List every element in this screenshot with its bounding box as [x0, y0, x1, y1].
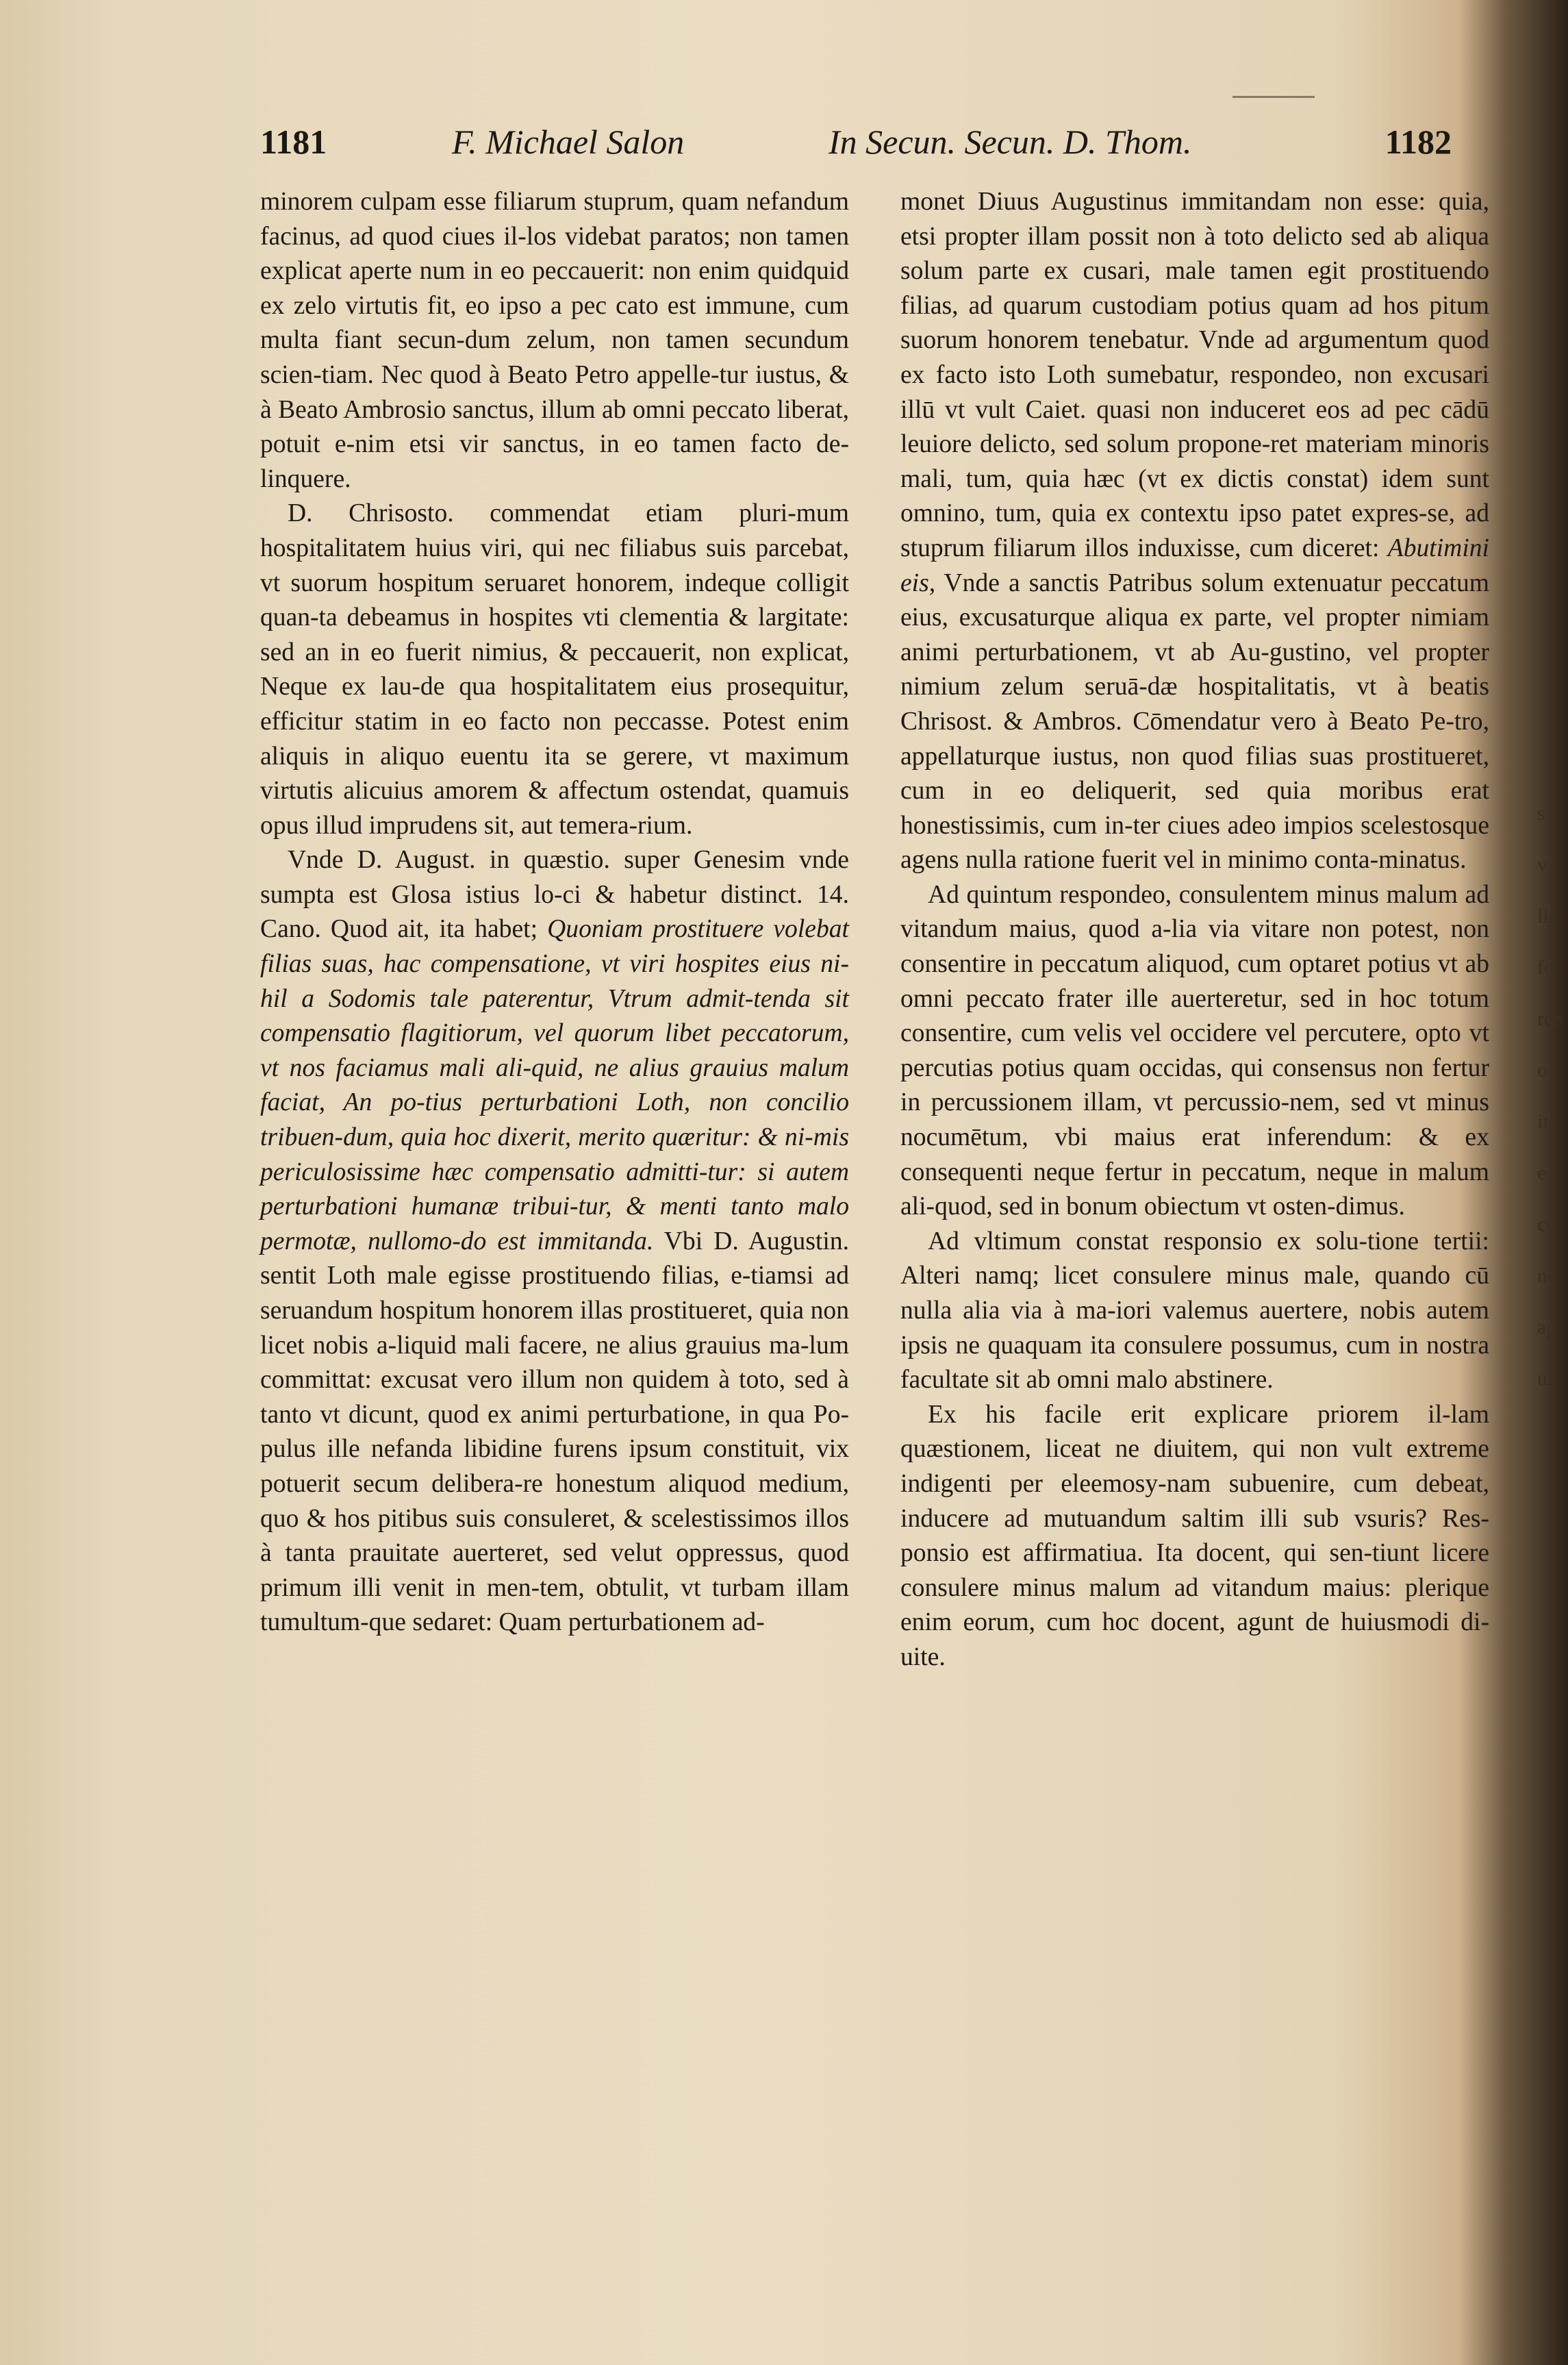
paragraph-text: Vnde a sanctis Patribus solum extenuatur peccatum eius, excusaturque aliqua ex parte, vel propter nimiam animi perturbationem, vt ab Au-gustino, vel propter nimium zelum seruā-dæ hospitalitatis, vt à beatis Chrisost. & Ambros. Cōmendatur vero à Beato Pe-tro, appellaturque iustus, non quod filias suas prostitueret, cum in eo deliquerit, sed quia moribus erat honestissimis, cum in-ter ciues adeo impios scelestosque agens nulla ratione fuerit vel in minimo conta-minatus.	[900, 568, 1489, 875]
paragraph: Ad quintum respondeo, consulentem minus malum ad vitandum maius, quod a-lia via vitare non potest, non consentire in peccatum aliquod, cum optaret potius vt ab omni peccato frater ille auerteretur, sed in hoc totum consentire, cum velis vel occidere vel percutere, opto vt percutias potius quam occidas, qui consensus non fertur in percussionem illam, vt percussio-nem, sed vt minus nocumētum, vbi maius erat inferendum: & ex consequenti neque fertur in peccatum, neque in malum ali-quod, sed in bonum obiectum vt osten-dimus.	[900, 880, 1489, 1221]
left-text-column	[260, 185, 849, 1640]
margin-fragment: ne	[1537, 1264, 1557, 1287]
running-header	[260, 122, 1452, 170]
paragraph	[260, 843, 849, 1640]
paragraph-text: Vbi D. Augustin. sentit Loth male egisse prostituendo filias, e-tiamsi ad seruandum hospitum honorem illas prostitueret, quia non licet nobis a-liquid mali facere, ne alius grauius ma-lum committat: excusat vero illum non quidem à toto, sed à tanto vt dicunt, quod ex animi perturbatione, in qua Po-pulus ille nefanda libidine furens ipsum constituit, vix potuerit secum delibera-re honestum aliquod medium, quo & hos pitibus suis consuleret, & scelestissimos illos à tanta prauitate auerteret, sed velut oppressus, quod primum illi venit in men-tem, obtulit, vt turbam illam tumultum-que sedaret: Quam perturbationem ad-	[260, 1227, 850, 1637]
margin-fragment: fo	[1537, 956, 1554, 979]
quoted-gloss: Quoniam prostituere volebat filias suas, hac compensatione, vt viri hospites eius ni-hil a Sodomis tale paterentur, Vtrum admit-tenda sit compensatio flagitiorum, vel quorum libet peccatorum, vt nos faciamus mali ali-quid, ne alius grauius malum faciat, An po-tius perturbationi Loth, non concilio tribuen-dum, quia hoc dixerit, merito quæritur: & ni-mis periculosissime hæc compensatio admitti-tur: si autem perturbationi humanæ tribui-tur, & menti tanto malo permotæ, nullomo-do est immitanda.	[260, 915, 849, 1255]
paragraph-text: Vnde D. August. in quæstio. super Genesim vnde sumpta est Glosa istius lo-ci & habetur distinct. 14. Cano. Quod ait, ita habet;	[260, 846, 849, 944]
margin-fragment: s	[1537, 802, 1545, 825]
margin-fragment: cu	[1537, 1213, 1557, 1236]
paragraph: minorem culpam esse filiarum stuprum, quam nefandum facinus, ad quod ciues il-los videbat paratos; non tamen explicat aperte num in eo peccauerit: non enim quidquid ex zelo virtutis fit, eo ipso a pec cato est immune, cum multa fiant secun-dum zelum, non tamen secundum scien-tiam. Nec quod à Beato Petro appelle-tur iustus, & à Beato Ambrosio sanctus, illum ab omni peccato liberat, potuit e-nim etsi vir sanctus, in eo tamen facto de-linquere.	[260, 188, 849, 493]
margin-fragment: lij	[1537, 905, 1555, 927]
margin-fragment: ap	[1537, 1316, 1557, 1338]
facing-page-bleed	[1537, 788, 1565, 1815]
left-page-number: 1181	[260, 123, 327, 161]
margin-fragment: e	[1537, 1162, 1547, 1184]
paragraph-text: monet Diuus Augustinus immitandam non esse: quia, etsi propter illam possit non à toto delicto sed ab aliqua solum parte ex cusari, male tamen egit prostituendo filias, ad quarum custodiam potius quam ad hos pitum suorum honorem tenebatur. Vnde ad argumentum quod ex facto isto Loth sumebatur, respondeo, non excusari illū vt vult Caiet. quasi non induceret eos ad pec cādū leuiore delicto, sed solum propone-ret materiam minoris mali, tum, quia hæc (vt ex dictis constat) idem sunt omnino, tum, quia ex contextu ipso patet expres-se, ad stuprum filiarum illos induxisse, cum diceret:	[900, 188, 1489, 562]
margin-fragment: v	[1537, 853, 1547, 876]
left-running-title: F. Michael Salon	[452, 123, 685, 161]
paragraph: Ad vltimum constat responsio ex solu-tione tertii: Alteri namq; licet consulere minus male, quando cū nulla alia via à ma-iori valemus auertere, nobis autem ipsis ne quaquam ita consulere possumus, cum in nostra facultate sit ab omni malo abstinere.	[900, 1227, 1489, 1394]
header-ornament-rule	[1232, 96, 1315, 98]
margin-fragment: ite	[1537, 1110, 1558, 1133]
right-text-column	[900, 185, 1489, 1675]
margin-fragment: ui	[1537, 1367, 1554, 1390]
paragraph	[900, 185, 1489, 878]
margin-fragment: rep	[1537, 1008, 1564, 1030]
margin-fragment: on	[1537, 1059, 1558, 1081]
quoted-phrase: Abutimini eis,	[900, 534, 1489, 597]
paragraph: D. Chrisosto. commendat etiam pluri-mum hospitalitatem huius viri, qui nec filiabus suis parcebat, vt suorum hospitum seruaret honorem, indeque colligit quan-ta debeamus in hospites vti clementia & largitate: sed an in eo fuerit nimius, & peccauerit, non explicat, Neque ex lau-de qua hospitalitatem eius prosequitur, efficitur statim in eo facto non peccasse. Potest enim aliquis in aliquo euentu ita se gerere, vt maximum virtutis alicuius amorem & affectum ostendat, quamuis opus illud imprudens sit, aut temera-rium.	[260, 499, 849, 840]
paragraph: Ex his facile erit explicare priorem il-lam quæstionem, liceat ne diuitem, qui non vult extreme indigenti per eleemosy-nam subuenire, cum debeat, inducere ad mutuandum saltim illi sub vsuris? Res-ponsio est affirmatiua. Ita docent, qui sen-tiunt licere consulere minus malum ad vitandum maius: plerique enim eorum, cum hoc docent, agunt de huiusmodi di-uite.	[900, 1400, 1489, 1671]
right-page-number: 1182	[1384, 123, 1452, 161]
right-running-title: In Secun. Secun. D. Thom.	[829, 123, 1192, 161]
